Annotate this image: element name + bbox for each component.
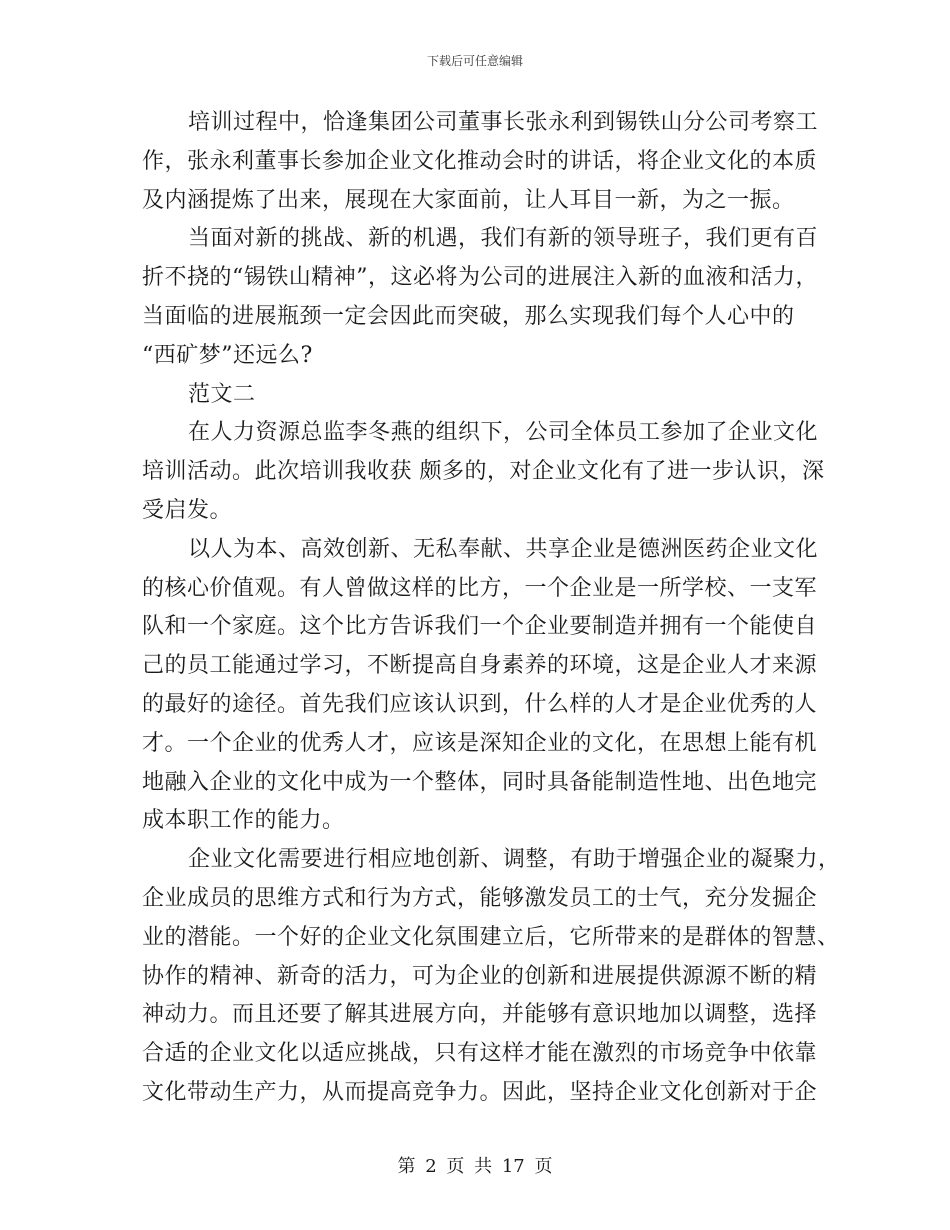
- text-line: 当面对新的挑战、新的机遇，我们有新的领导班子，我们更有百: [188, 226, 819, 252]
- text-line: 企业文化需要进行相应地创新、调整，有助于增强企业的凝聚力，: [188, 847, 841, 873]
- text-line: 作，张永利董事长参加企业文化推动会时的讲话，将企业文化的本质: [142, 148, 818, 174]
- text-line: 在人力资源总监李冬燕的组织下，公司全体员工参加了企业文化: [188, 420, 819, 446]
- text-line: 己的员工能通过学习，不断提高自身素养的环境，这是企业人才来源: [142, 653, 818, 679]
- text-line: 受启发。: [142, 497, 233, 523]
- document-body: [142, 104, 841, 1113]
- text-line: 折不挠的“锡铁山精神”，这必将为公司的进展注入新的血液和活力，: [142, 265, 818, 291]
- text-line: 企业成员的思维方式和行为方式，能够激发员工的士气，充分发掘企: [142, 885, 818, 911]
- text-line: 地融入企业的文化中成为一个整体，同时具备能制造性地、出色地完: [142, 769, 818, 795]
- text-line: 合适的企业文化以适应挑战，只有这样才能在激烈的市场竞争中依靠: [142, 1041, 818, 1067]
- text-line: 的最好的途径。首先我们应该认识到，什么样的人才是企业优秀的人: [142, 691, 818, 717]
- text-line: 的核心价值观。有人曾做这样的比方，一个企业是一所学校、一支军: [142, 575, 818, 601]
- text-line: 当面临的进展瓶颈一定会因此而突破，那么实现我们每个人心中的: [142, 303, 795, 329]
- text-line: 文化带动生产力，从而提高竞争力。因此，坚持企业文化创新对于企: [142, 1079, 818, 1105]
- text-line: 神动力。而且还要了解其进展方向，并能够有意识地加以调整，选择: [142, 1002, 818, 1028]
- text-line: 才。一个企业的优秀人才，应该是深知企业的文化，在思想上能有机: [142, 730, 818, 756]
- text-line: 队和一个家庭。这个比方告诉我们一个企业要制造并拥有一个能使自: [142, 614, 818, 640]
- text-line: 培训过程中，恰逢集团公司董事长张永利到锡铁山分公司考察工: [188, 110, 819, 135]
- text-line: 以人为本、高效创新、无私奉献、共享企业是德洲医药企业文化: [188, 536, 819, 562]
- text-line: “西矿梦”还远么?: [142, 342, 313, 368]
- text-line: 成本职工作的能力。: [142, 808, 345, 834]
- text-line: 协作的精神、新奇的活力，可为企业的创新和进展提供源源不断的精: [142, 963, 818, 989]
- text-line: 及内涵提炼了出来，展现在大家面前，让人耳目一新，为之一振。: [142, 187, 795, 213]
- page-number: 第 2 页 共 17 页: [397, 1156, 553, 1177]
- text-line: 培训活动。此次培训我收获 颇多的，对企业文化有了进一步认识，深: [142, 459, 825, 485]
- text-line: 范文二: [188, 381, 256, 407]
- page-header: 下载后可任意编辑: [426, 54, 523, 68]
- text-line: 业的潜能。一个好的企业文化氛围建立后，它所带来的是群体的智慧、: [142, 924, 840, 950]
